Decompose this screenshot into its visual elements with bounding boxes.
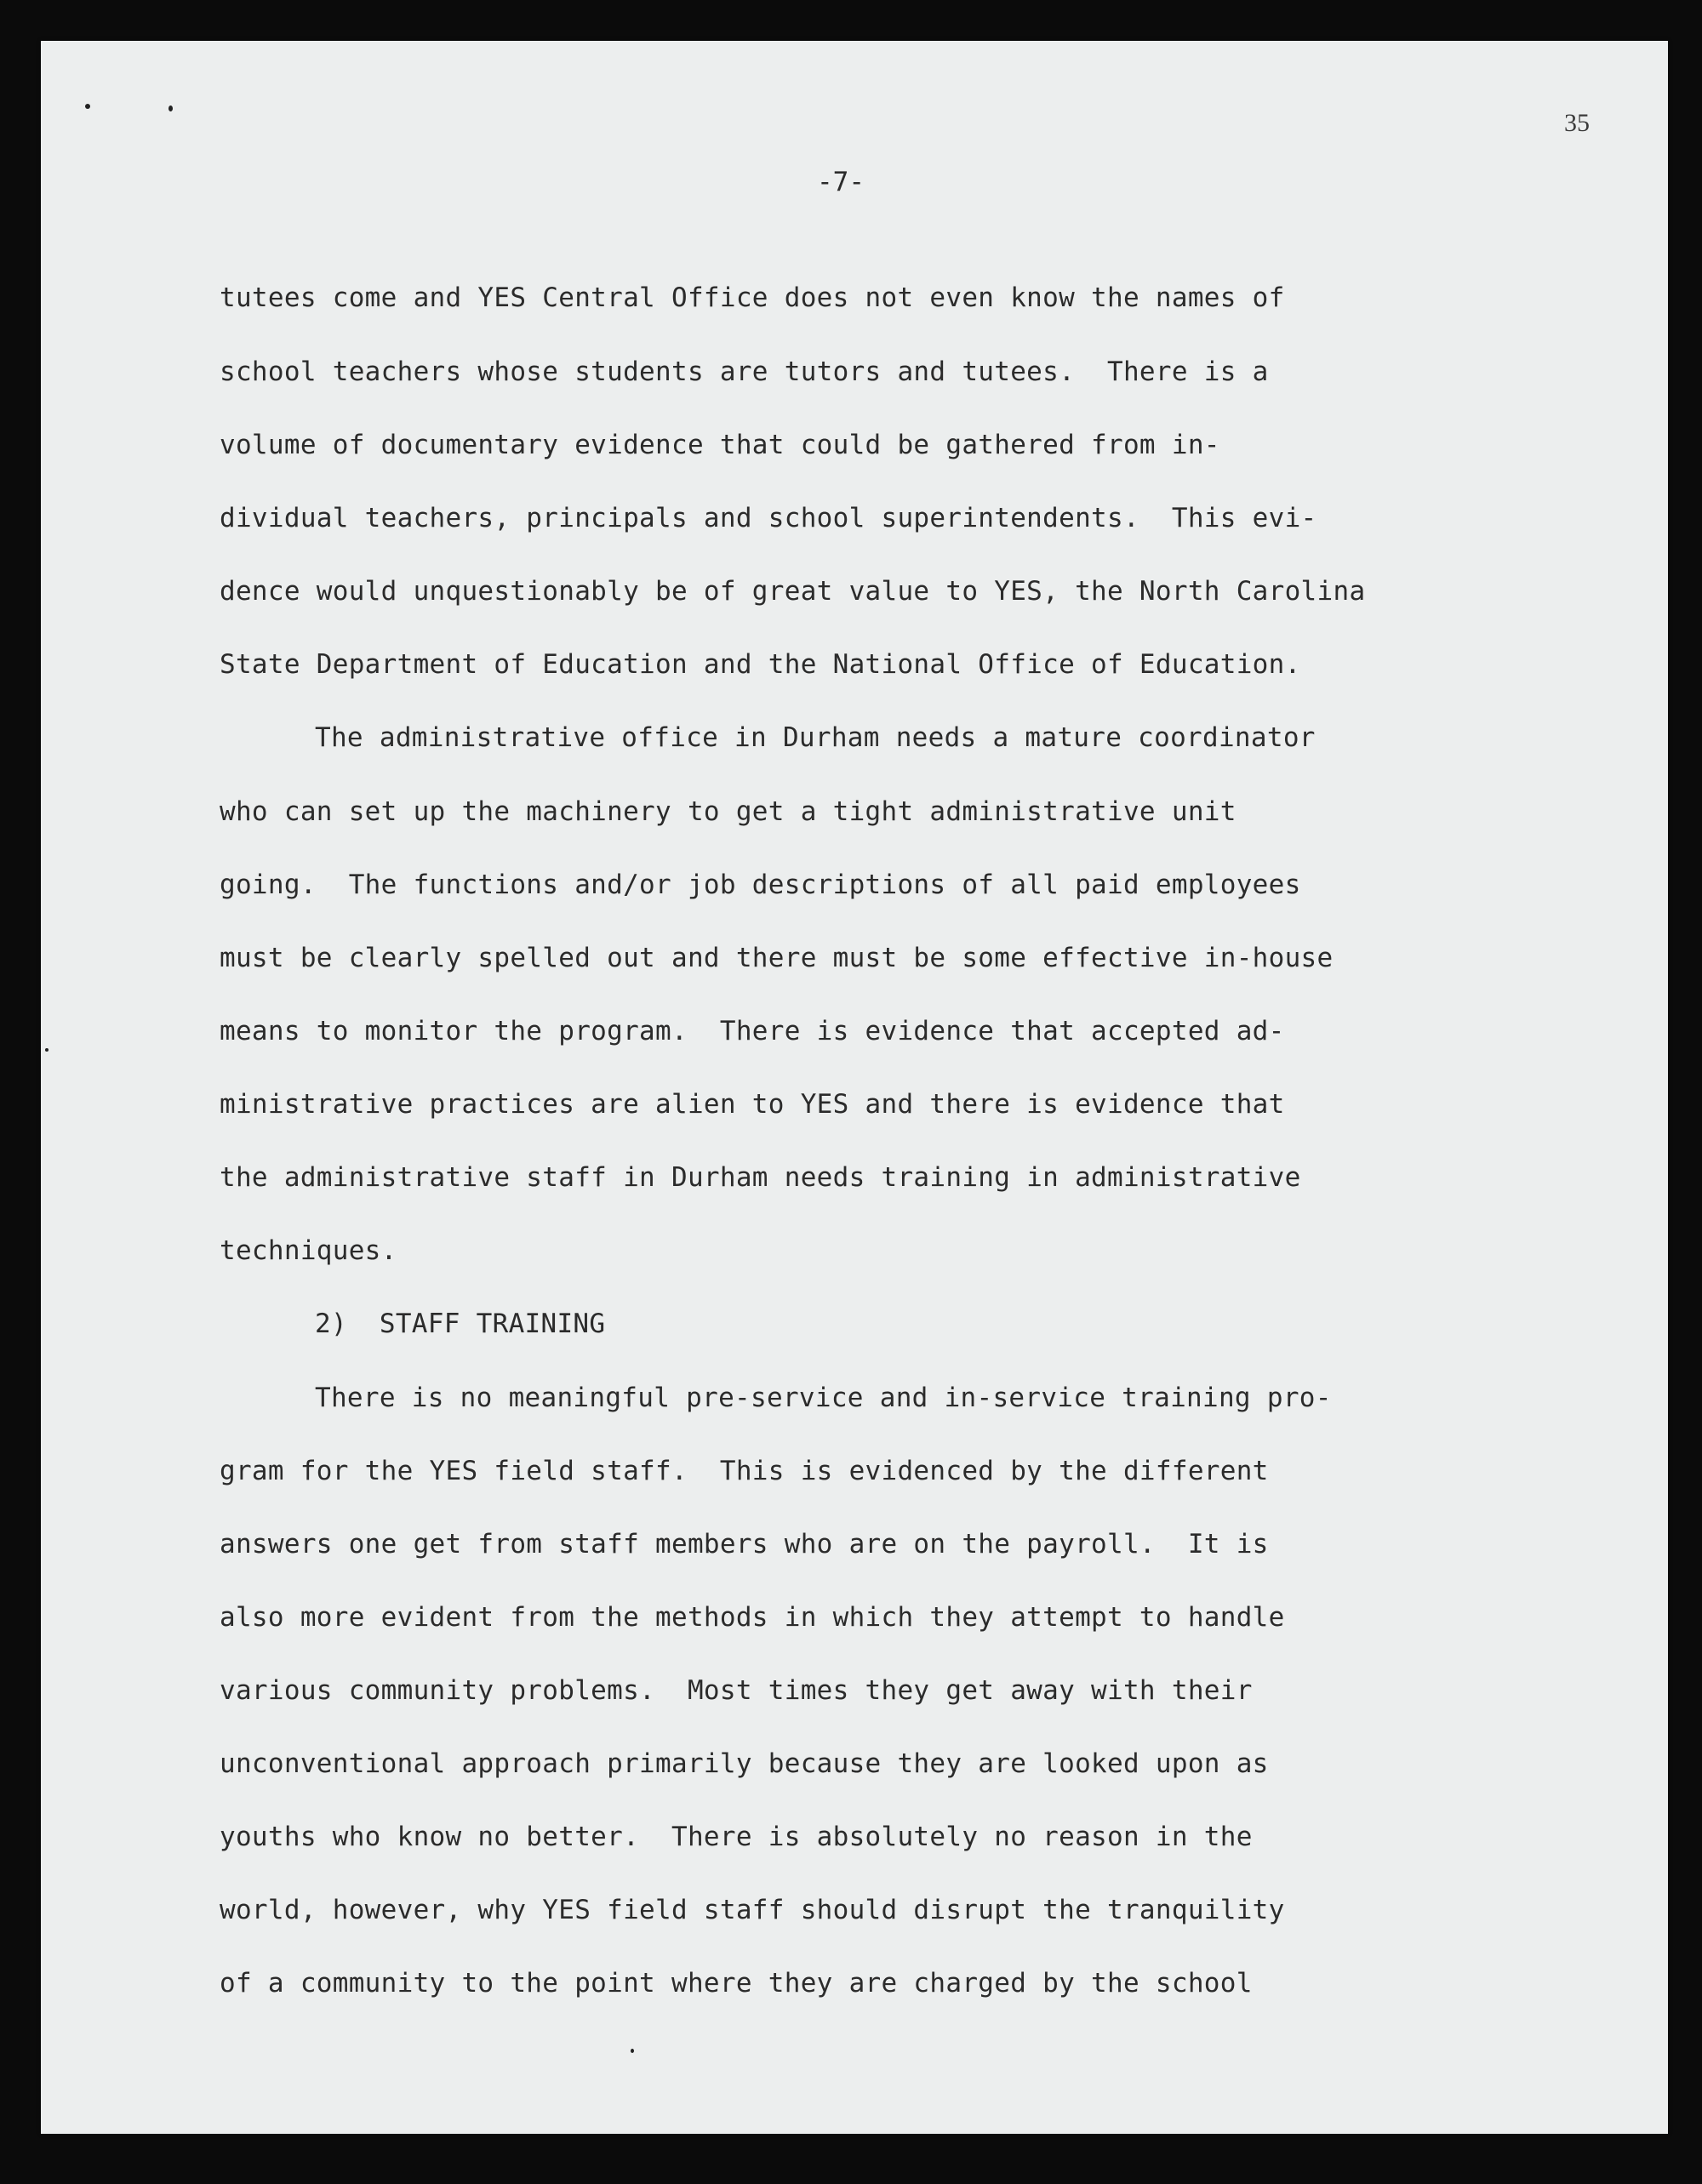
text-line: There is no meaningful pre-service and in-service training pro- bbox=[315, 1383, 1332, 1413]
margin-speck bbox=[45, 1048, 49, 1052]
text-line: who can set up the machinery to get a tight administrative unit bbox=[220, 796, 1237, 827]
text-line: school teachers whose students are tutors and tutees. There is a bbox=[220, 356, 1269, 387]
text-line: means to monitor the program. There is evidence that accepted ad- bbox=[220, 1016, 1285, 1046]
text-line: techniques. bbox=[220, 1235, 397, 1266]
text-line: youths who know no better. There is absolutely no reason in the bbox=[220, 1822, 1253, 1852]
text-line: dence would unquestionably be of great value to YES, the North Carolina bbox=[220, 576, 1366, 607]
text-line: of a community to the point where they are charged by the school bbox=[220, 1968, 1253, 1999]
document-page bbox=[41, 41, 1668, 2134]
text-line: The administrative office in Durham needs a mature coordinator bbox=[315, 722, 1316, 753]
text-line: volume of documentary evidence that could be gathered from in- bbox=[220, 430, 1220, 460]
section-heading: 2) STAFF TRAINING bbox=[315, 1309, 606, 1339]
text-line: unconventional approach primarily because they are looked upon as bbox=[220, 1748, 1269, 1779]
text-line: going. The functions and/or job descriptions of all paid employees bbox=[220, 870, 1301, 900]
text-line: various community problems. Most times they get away with their bbox=[220, 1675, 1253, 1706]
text-line: tutees come and YES Central Office does not even know the names of bbox=[220, 282, 1285, 313]
text-line: must be clearly spelled out and there must be some effective in-house bbox=[220, 943, 1334, 973]
text-line: dividual teachers, principals and school superintendents. This evi- bbox=[220, 503, 1317, 533]
text-line: ministrative practices are alien to YES and there is evidence that bbox=[220, 1089, 1285, 1120]
margin-speck bbox=[631, 2049, 634, 2053]
text-line: the administrative staff in Durham needs training in administrative bbox=[220, 1162, 1301, 1193]
margin-speck bbox=[85, 104, 90, 109]
text-line: State Department of Education and the National Office of Education. bbox=[220, 649, 1301, 680]
margin-speck bbox=[168, 105, 173, 111]
text-line: world, however, why YES field staff should disrupt the tranquility bbox=[220, 1895, 1285, 1925]
text-line: also more evident from the methods in which they attempt to handle bbox=[220, 1602, 1285, 1633]
text-line: gram for the YES field staff. This is evidenced by the different bbox=[220, 1456, 1269, 1486]
folio-page-marker: -7- bbox=[817, 167, 865, 197]
page-number: 35 bbox=[1564, 109, 1590, 137]
text-line: answers one get from staff members who are on the payroll. It is bbox=[220, 1529, 1269, 1560]
